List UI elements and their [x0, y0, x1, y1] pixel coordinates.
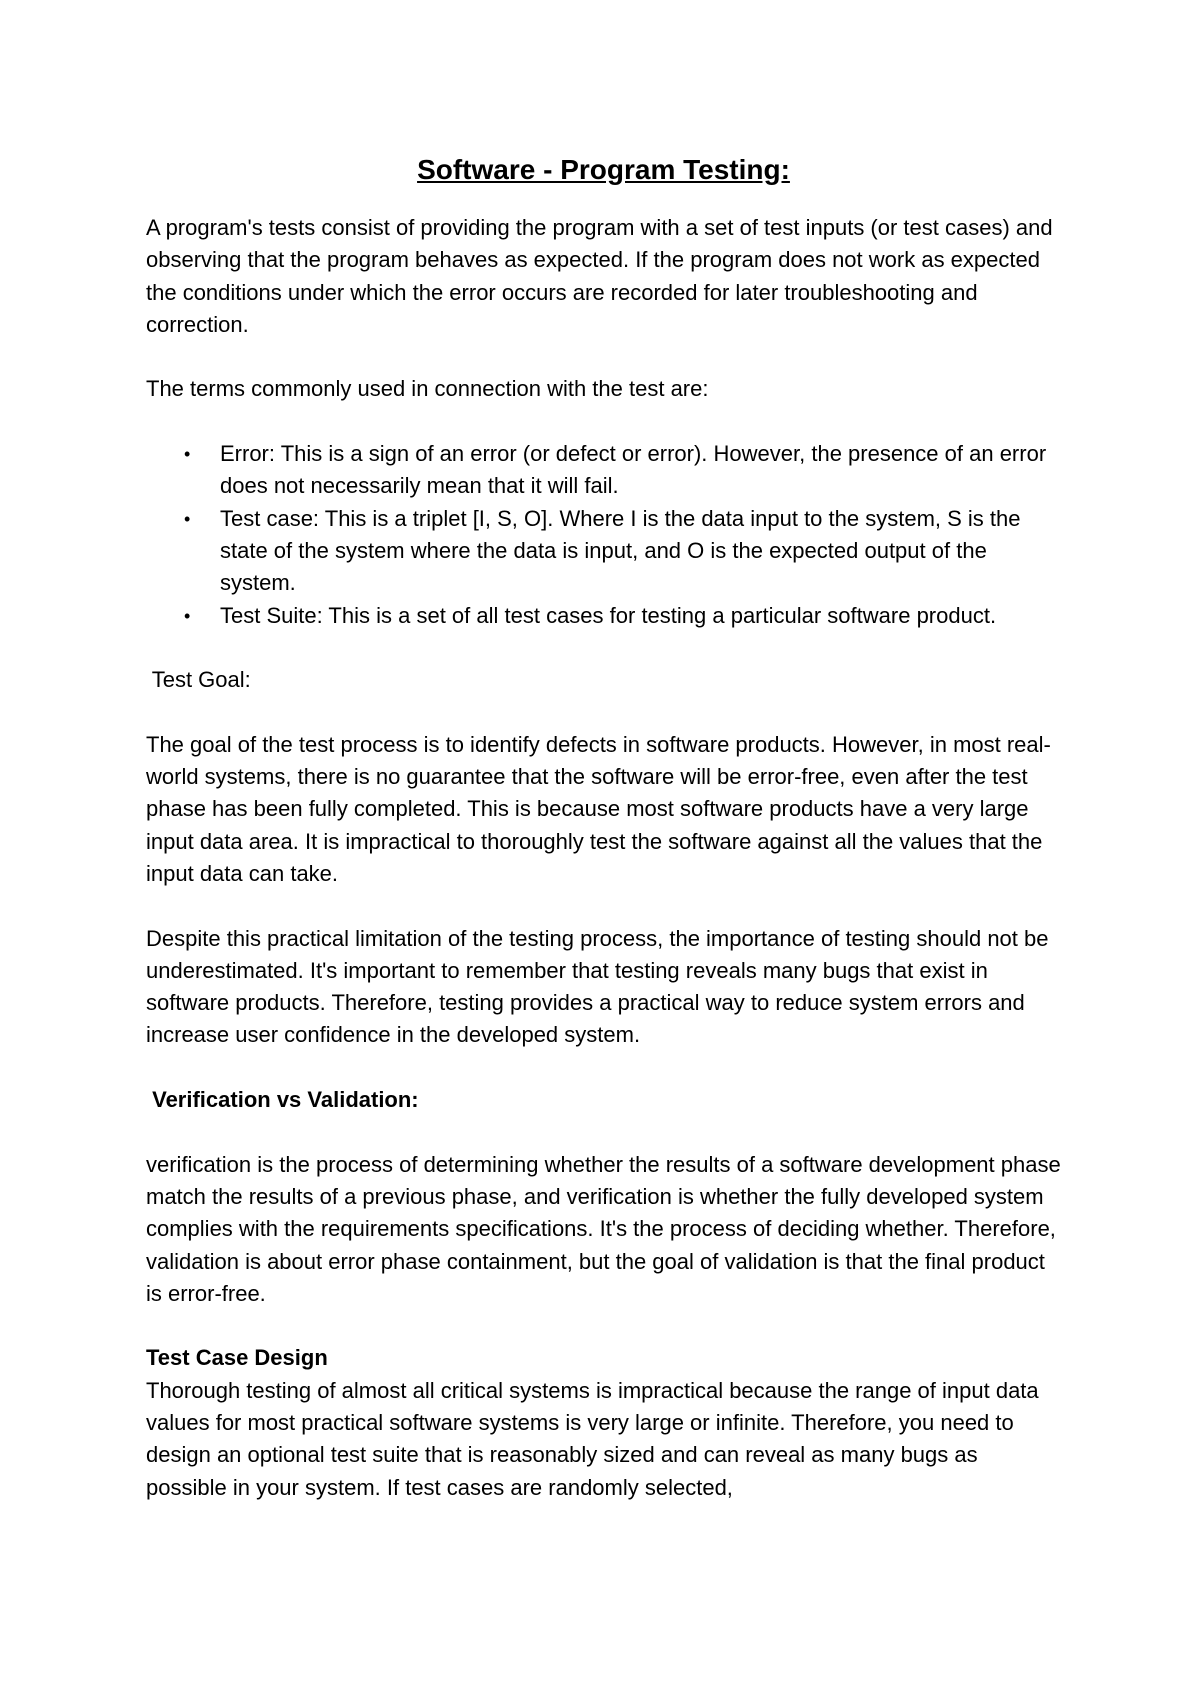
- spacer: [146, 1052, 1061, 1084]
- list-item: [146, 600, 1061, 632]
- intro-paragraph: A program's tests consist of providing the program with a set of test inputs (or test cases) and observing that the program behaves as expected. If the program does not work as expected the conditions under which the error occurs are recorded for later troubleshooting and correction.: [146, 215, 1053, 337]
- spacer: [146, 890, 1061, 922]
- list-item: [146, 438, 1061, 503]
- spacer: [146, 1116, 1061, 1148]
- term-text: Test case: This is a triplet [I, S, O]. Where I is the data input to the system, S is the state of the system where the data is input, and O is the expected output of the system.: [220, 505, 1021, 596]
- test-case-design-paragraph: Thorough testing of almost all critical systems is impractical because the range of input data values for most practical software systems is very large or infinite. Therefore, you need to design an optional test suite that is reasonably sized and can reveal as many bugs as possible in your system. If test cases are randomly selected,: [146, 1377, 1039, 1500]
- term-text: Test Suite: This is a set of all test cases for testing a particular software product.: [220, 602, 997, 628]
- test-goal-paragraph-2: Despite this practical limitation of the testing process, the importance of testing should not be underestimated. It's important to remember that testing reveals many bugs that exist in software products. Therefore, testing provides a practical way to reduce system errors and increase user confidence in the developed system.: [146, 925, 1049, 1048]
- term-text: Error: This is a sign of an error (or defect or error). However, the presence of an error does not necessarily mean that it will fail.: [220, 441, 1047, 499]
- test-goal-heading: Test Goal:: [146, 667, 251, 693]
- document-body: [146, 150, 1061, 1504]
- bullet-icon: •: [184, 508, 191, 529]
- spacer: [146, 696, 1061, 728]
- spacer: [146, 341, 1061, 373]
- spacer: [146, 406, 1061, 438]
- test-case-design-heading: Test Case Design: [146, 1345, 328, 1371]
- page-title: Software - Program Testing:: [417, 154, 790, 185]
- bullet-icon: •: [184, 444, 191, 465]
- spacer: [146, 632, 1061, 664]
- verification-heading: Verification vs Validation:: [146, 1087, 419, 1113]
- bullet-icon: •: [184, 605, 191, 626]
- verification-paragraph: verification is the process of determining whether the results of a software development phase match the results of a previous phase, and verification is whether the fully developed system complies with the requirements specifications. It's the process of deciding whether. Therefore, validation is about error phase containment, but the goal of validation is that the final product is error-free.: [146, 1151, 1061, 1306]
- terms-intro: The terms commonly used in connection with the test are:: [146, 376, 709, 402]
- spacer: [146, 1310, 1061, 1342]
- list-item: [146, 503, 1061, 600]
- terms-list: [146, 438, 1061, 632]
- test-goal-paragraph-1: The goal of the test process is to identify defects in software products. However, in most real-world systems, there is no guarantee that the software will be error-free, even after the test phase has been fully completed. This is because most software products have a very large input data area. It is impractical to thoroughly test the software against all the values that the input data can take.: [146, 731, 1051, 886]
